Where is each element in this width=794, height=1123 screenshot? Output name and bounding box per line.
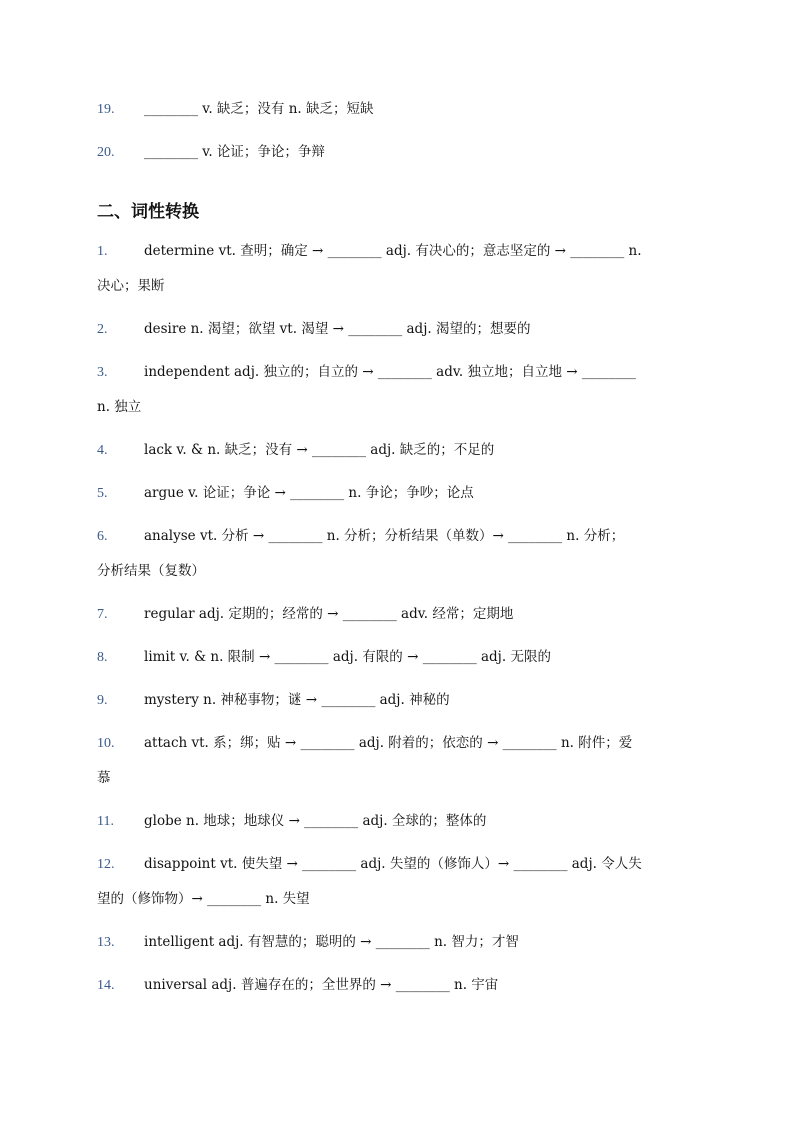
- item-text: argue v. 论证；争论 → ________ n. 争论；争吵；论点: [144, 485, 474, 501]
- item-number: 5.: [97, 486, 108, 501]
- item-text: regular adj. 定期的；经常的 → ________ adv. 经常；定期地: [144, 606, 514, 622]
- item-text: limit v. & n. 限制 → ________ adj. 有限的 → ________ adj. 无限的: [144, 649, 551, 665]
- conversion-item-14: [97, 975, 702, 996]
- conversion-item-1-continued: [97, 276, 702, 296]
- item-number: 20.: [97, 145, 115, 160]
- item-text: 望的（修饰物）→ ________ n. 失望: [97, 891, 310, 907]
- conversion-item-5: [97, 483, 702, 504]
- item-text: 分析结果（复数）: [97, 563, 205, 579]
- vocab-item-19: [97, 99, 702, 120]
- item-number: 14.: [97, 978, 115, 993]
- item-number: 4.: [97, 443, 108, 458]
- item-text: desire n. 渴望；欲望 vt. 渴望 → ________ adj. 渴望的；想要的: [144, 321, 531, 337]
- item-number: 6.: [97, 529, 108, 544]
- conversion-item-11: [97, 811, 702, 832]
- item-text: globe n. 地球；地球仪 → ________ adj. 全球的；整体的: [144, 813, 487, 829]
- conversion-item-10: [97, 733, 702, 754]
- conversion-item-7: [97, 604, 702, 625]
- item-number: 13.: [97, 935, 115, 950]
- item-number: 12.: [97, 857, 115, 872]
- conversion-item-12-continued: [97, 889, 702, 909]
- item-text: attach vt. 系；绑；贴 → ________ adj. 附着的；依恋的 → ________ n. 附件；爱: [144, 735, 633, 751]
- item-number: 9.: [97, 693, 108, 708]
- item-text: universal adj. 普遍存在的；全世界的 → ________ n. 宇宙: [144, 977, 499, 993]
- conversion-item-6: [97, 526, 702, 547]
- conversion-item-3: [97, 362, 702, 383]
- item-definition: v. 缺乏；没有 n. 缺乏；短缺: [198, 101, 374, 117]
- item-number: 8.: [97, 650, 108, 665]
- item-number: 19.: [97, 102, 115, 117]
- conversion-item-1: [97, 241, 702, 262]
- conversion-item-6-continued: [97, 561, 702, 581]
- conversion-item-13: [97, 932, 702, 953]
- item-number: 2.: [97, 322, 108, 337]
- answer-blank: ________: [144, 144, 198, 160]
- item-text: lack v. & n. 缺乏；没有 → ________ adj. 缺乏的；不足的: [144, 442, 495, 458]
- item-text: disappoint vt. 使失望 → ________ adj. 失望的（修饰人）→ ________ adj. 令人失: [144, 856, 642, 872]
- conversion-item-12: [97, 854, 702, 875]
- item-number: 11.: [97, 814, 114, 829]
- conversion-item-8: [97, 647, 702, 668]
- item-text: intelligent adj. 有智慧的；聪明的 → ________ n. 智力；才智: [144, 934, 519, 950]
- conversion-item-9: [97, 690, 702, 711]
- item-text: determine vt. 查明；确定 → ________ adj. 有决心的；意志坚定的 → ________ n.: [144, 243, 642, 259]
- item-text: mystery n. 神秘事物；谜 → ________ adj. 神秘的: [144, 692, 450, 708]
- item-text: 慕: [97, 770, 111, 786]
- item-text: analyse vt. 分析 → ________ n. 分析；分析结果（单数）→ ________ n. 分析；: [144, 528, 625, 544]
- conversion-item-4: [97, 440, 702, 461]
- item-number: 7.: [97, 607, 108, 622]
- item-number: 10.: [97, 736, 115, 751]
- conversion-item-2: [97, 319, 702, 340]
- item-text: n. 独立: [97, 399, 142, 415]
- item-text: independent adj. 独立的；自立的 → ________ adv. 独立地；自立地 → ________: [144, 364, 636, 380]
- item-text: 决心；果断: [97, 278, 165, 294]
- conversion-item-3-continued: [97, 397, 702, 417]
- item-definition: v. 论证；争论；争辩: [198, 144, 325, 160]
- conversion-item-10-continued: [97, 768, 702, 788]
- item-number: 1.: [97, 244, 108, 259]
- item-number: 3.: [97, 365, 108, 380]
- vocab-item-20: [97, 142, 702, 163]
- answer-blank: ________: [144, 101, 198, 117]
- section-heading: 二、词性转换: [97, 202, 199, 222]
